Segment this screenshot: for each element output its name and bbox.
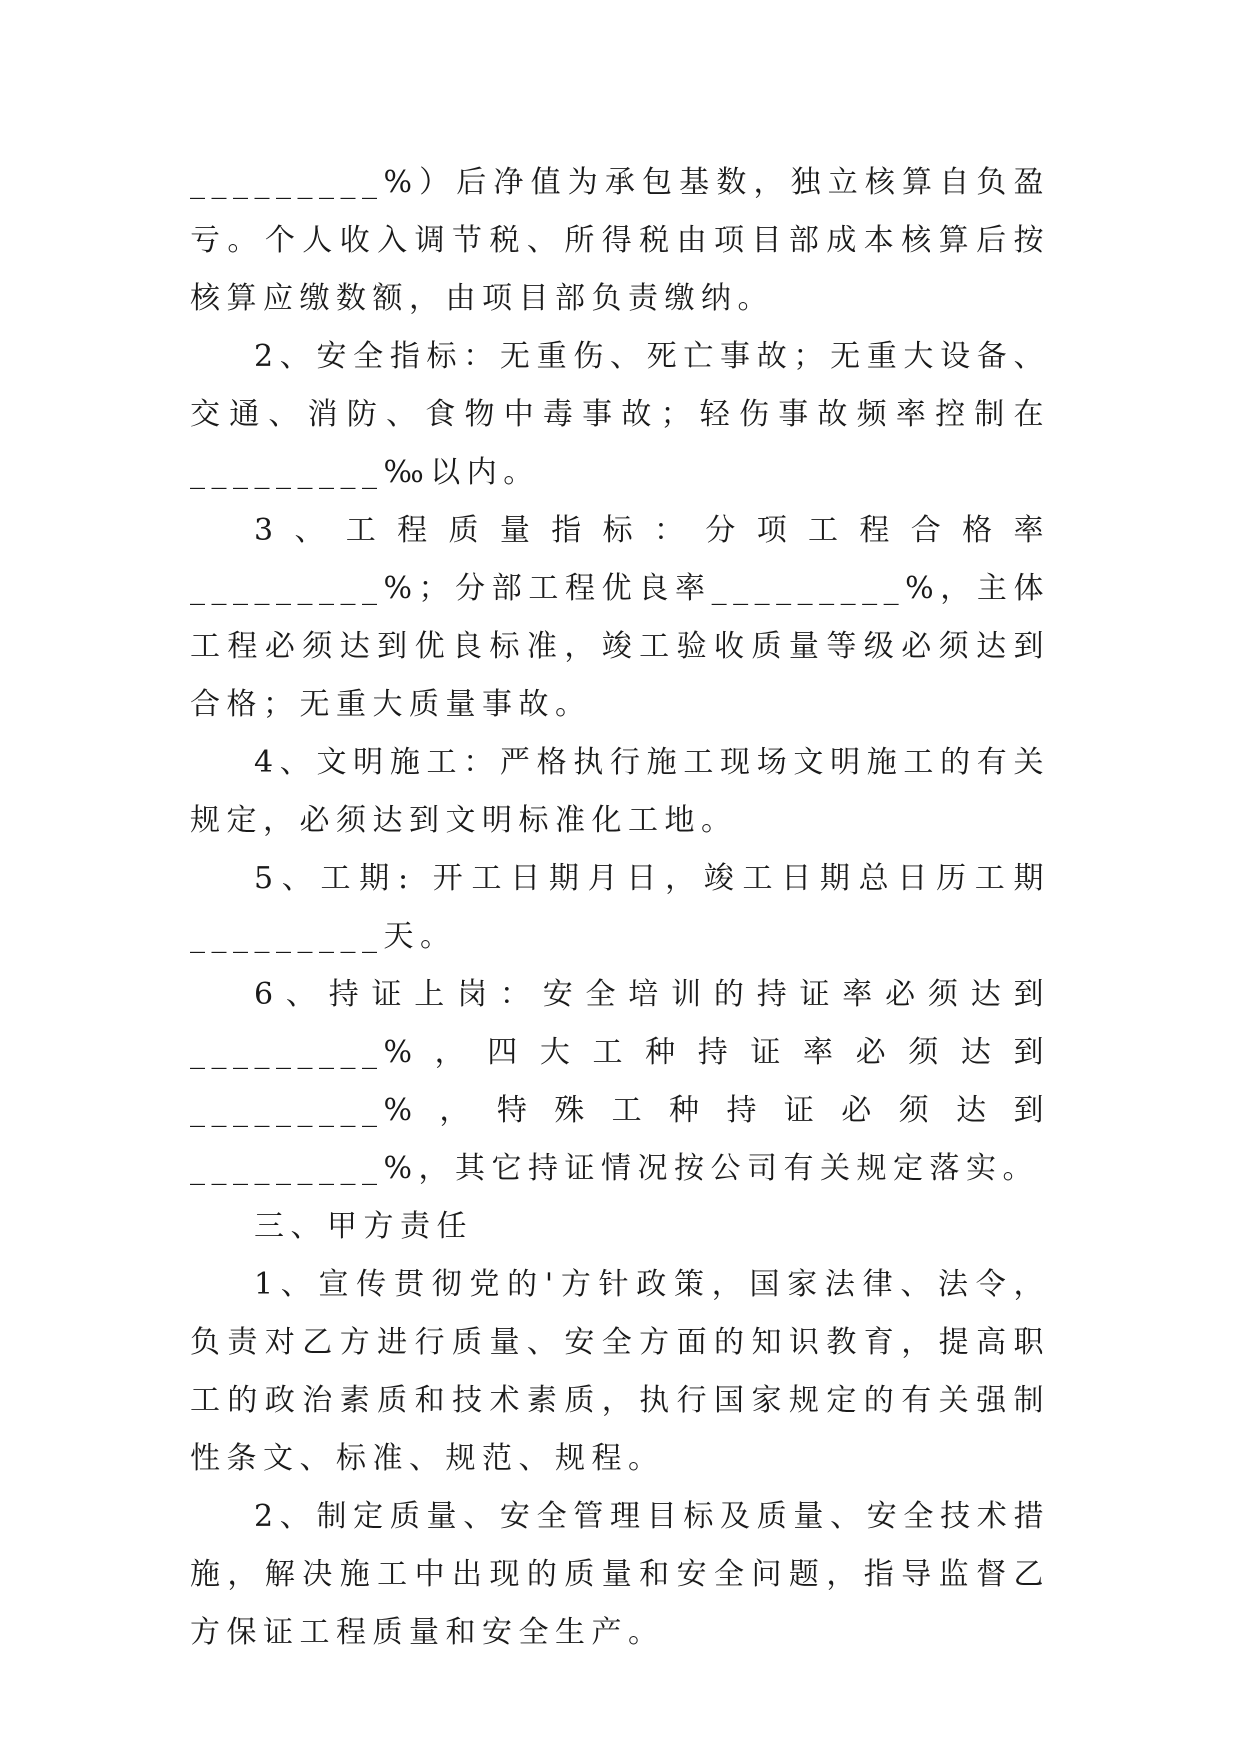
paragraph-contract-base: _________%）后净值为承包基数，独立核算自负盈亏。个人收入调节税、所得税由项目部成本核算后按核算应缴数额，由项目部负责缴纳。	[190, 165, 1050, 316]
document-page	[190, 154, 1050, 1662]
paragraph-construction-period: 5、工期: 开工日期月日，竣工日期总日历工期_________天。	[190, 861, 1050, 954]
paragraph-quality-indicator: 3、工程质量指标：分项工程合格率_________%；分部工程优良率_________%，主体工程必须达到优良标准，竣工验收质量等级必须达到合格；无重大质量事故。	[190, 513, 1050, 722]
paragraph-party-a-duty-2: 2、制定质量、安全管理目标及质量、安全技术措施，解决施工中出现的质量和安全问题，指导监督乙方保证工程质量和安全生产。	[190, 1499, 1050, 1650]
paragraph-party-a-duty-1: 1、宣传贯彻党的'方针政策，国家法律、法令，负责对乙方进行质量、安全方面的知识教育，提高职工的政治素质和技术素质，执行国家规定的有关强制性条文、标准、规范、规程。	[190, 1267, 1050, 1476]
section-heading-party-a: 三、甲方责任	[254, 1209, 473, 1244]
paragraph-safety-indicator: 2、安全指标：无重伤、死亡事故；无重大设备、交通、消防、食物中毒事故；轻伤事故频率控制在_________‰以内。	[190, 339, 1050, 490]
paragraph-certification: 6、持证上岗：安全培训的持证率必须达到_________%，四大工种持证率必须达到_________%，特殊工种持证必须达到_________%，其它持证情况按公司有关规定落实。	[190, 977, 1050, 1186]
paragraph-civilized-construction: 4、文明施工：严格执行施工现场文明施工的有关规定，必须达到文明标准化工地。	[190, 745, 1050, 838]
